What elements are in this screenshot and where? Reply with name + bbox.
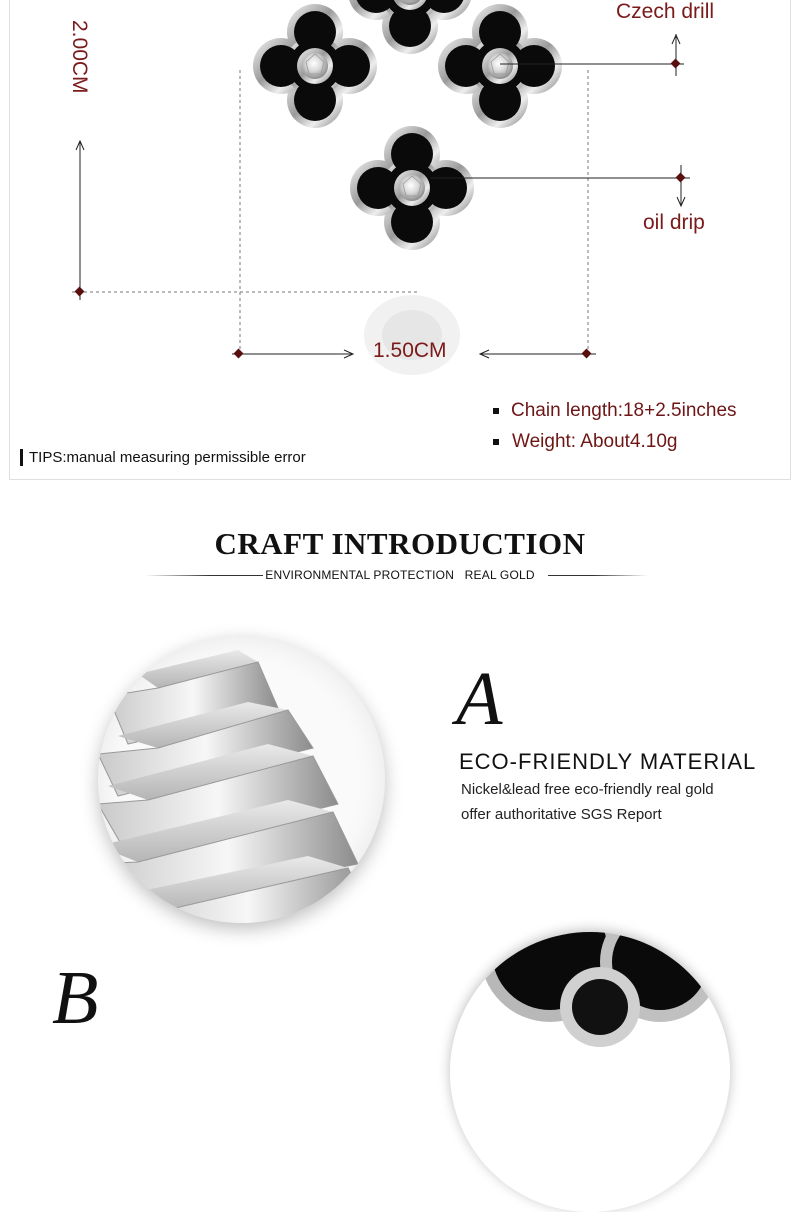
eco-description-line: offer authoritative SGS Report [461,806,662,823]
spec-list [493,400,737,453]
divider-right [548,575,648,576]
height-dimension-label: 2.00CM [68,20,91,94]
section-letter-a: A [456,657,503,741]
silver-bars-image [98,636,385,923]
width-dimension-label: 1.50CM [373,339,447,362]
section-subtitle: ENVIRONMENTAL PROTECTION REAL GOLD [265,568,535,582]
oil-drip-label: oil drip [643,211,705,234]
chain-length-text: Chain length:18+2.5inches [511,400,737,421]
eco-description-line: Nickel&lead free eco-friendly real gold [461,781,714,798]
section-title: CRAFT INTRODUCTION [214,526,586,561]
spec-list-item [493,400,737,422]
bullet-icon [493,439,499,445]
bullet-icon [493,408,499,414]
section-letter-b: B [52,956,99,1040]
eco-friendly-heading: ECO-FRIENDLY MATERIAL [459,749,757,774]
product-closeup-image [450,932,730,1212]
weight-text: Weight: About4.10g [512,431,678,452]
czech-drill-label: Czech drill [616,0,715,23]
tips-note: TIPS:manual measuring permissible error [20,449,306,466]
spec-list-item [493,431,737,453]
